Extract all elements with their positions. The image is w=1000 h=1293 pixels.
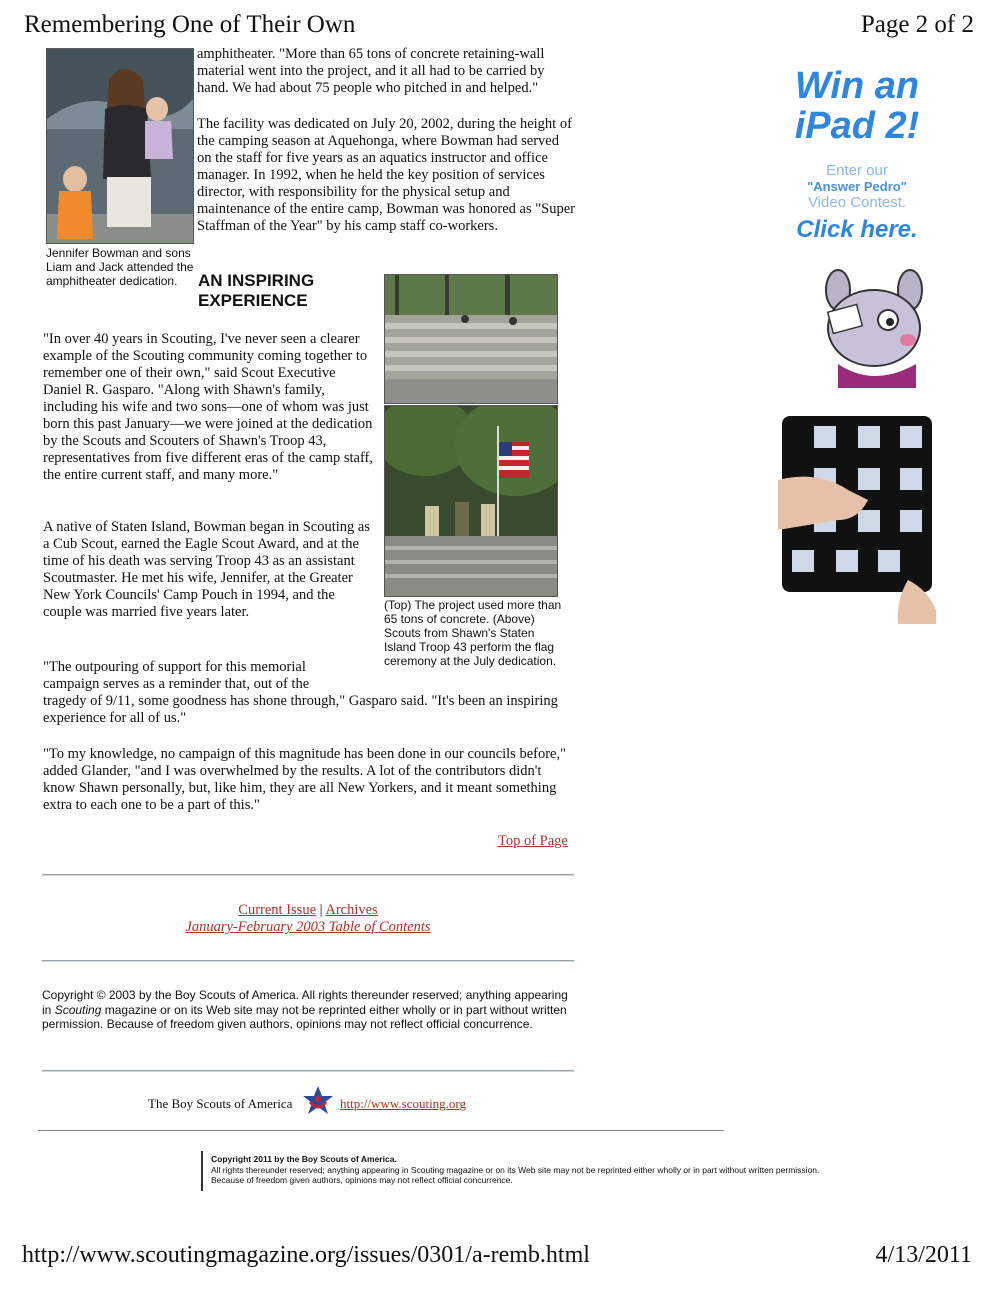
divider xyxy=(42,874,574,876)
ad-headline-2: iPad 2! xyxy=(794,105,920,147)
article-paragraph: amphitheater. "More than 65 tons of concrete retaining-wall material went into the project, and it all had to be carried by hand. We had about 75 people who pitched in and helped." xyxy=(197,46,545,96)
article-paragraph: "In over 40 years in Scouting, I've never seen a clearer example of the Scouting community coming together to remember one of their own," said Scout Executive Daniel R. Gasparo. "Along with Shawn's family, including his wife and two sons—one of whom was just born this past January—we were joined at the dedication by the Scouts and Scouters of Shawn's Troop 43, representatives from five different eras of the camp staff, the entire current staff, and many more." xyxy=(43,331,374,483)
current-issue-link[interactable]: Current Issue xyxy=(238,902,316,918)
article-paragraph: "To my knowledge, no campaign of this magnitude has been done in our councils before," added Glander, "and I was overwhelmed by the results. A lot of the contributors didn't know Shawn personally, but, like him, they are all New Yorkers, and it meant something extra to each one to be a part of this." xyxy=(43,746,567,813)
copyright-2003: Copyright © 2003 by the Boy Scouts of America. All rights thereunder reserved; anything appearing in Scouting magazine or on its Web site may not be reprinted either wholly or in part without written permission. Because of freedom given authors, opinions may not reflect official concurrence. xyxy=(42,988,568,1031)
print-date: 4/13/2011 xyxy=(875,1242,972,1268)
page-url: http://www.scoutingmagazine.org/issues/0301/a-remb.html xyxy=(22,1242,590,1268)
photos-caption: (Top) The project used more than 65 tons of concrete. (Above) Scouts from Shawn's Staten Island Troop 43 perform the flag ceremony at the July dedication. xyxy=(384,598,562,668)
ipad-device-icon xyxy=(778,410,936,624)
bsa-website-link[interactable]: http://www.scouting.org xyxy=(340,1096,467,1111)
bsa-label: The Boy Scouts of America xyxy=(148,1096,293,1111)
archives-link[interactable]: Archives xyxy=(325,902,378,918)
top-of-page-link[interactable]: Top of Page xyxy=(498,833,568,849)
ad-subtext-2: Video Contest. xyxy=(807,194,907,211)
copyright-2011-bar xyxy=(201,1151,203,1191)
copyright-2011: Copyright 2011 by the Boy Scouts of America. All rights thereunder reserved; anything appearing in Scouting magazine or on its Web site may not be reprinted either wholly or in part without written permission. Because of freedom given authors, opinions may not reflect official concurrence. xyxy=(211,1154,820,1185)
nav-separator: | xyxy=(319,902,323,918)
article-paragraph: tragedy of 9/11, some goodness has shone through," Gasparo said. "It's been an inspiring experience for all of us." xyxy=(43,693,558,726)
ad-click-here[interactable]: Click here. xyxy=(796,216,918,243)
ad-subtext: Enter our xyxy=(826,162,888,179)
section-heading: AN INSPIRING EXPERIENCE xyxy=(198,271,315,310)
issue-nav xyxy=(42,902,574,919)
pedro-mascot-icon xyxy=(808,268,936,388)
ad-headline: Win an xyxy=(794,65,920,107)
ad-contest-name: "Answer Pedro" xyxy=(807,179,907,194)
bsa-logo-icon xyxy=(300,1084,336,1120)
table-of-contents-link[interactable]: January-February 2003 Table of Contents xyxy=(185,919,431,935)
family-photo-caption: Jennifer Bowman and sons Liam and Jack attended the amphitheater dedication. xyxy=(46,246,194,288)
divider xyxy=(38,1130,724,1131)
article-paragraph: A native of Staten Island, Bowman began in Scouting as a Cub Scout, earned the Eagle Scout Award, and at the time of his death was serving Troop 43 as an assistant Scoutmaster. He met his wife, Jennifer, at the Greater New York Councils' Camp Pouch in 1994, and the couple was married five years later. xyxy=(43,519,371,620)
family-photo xyxy=(46,48,194,244)
article-paragraph: The facility was dedicated on July 20, 2002, during the height of the camping season at Aquehonga, where Bowman had served on the staff for five years as an aquatics instructor and office manager. In 1992, when he held the key position of services director, with responsibility for the physical setup and maintenance of the entire camp, Bowman was honored as "Super Staffman of the Year" by his camp staff co-workers. xyxy=(197,116,575,234)
divider xyxy=(42,1070,574,1072)
page-number: Page 2 of 2 xyxy=(860,11,974,38)
article-paragraph: "The outpouring of support for this memorial campaign serves as a reminder that, out of the xyxy=(43,659,310,692)
construction-photo xyxy=(384,274,558,404)
ipad-contest-ad[interactable] xyxy=(778,58,936,624)
divider xyxy=(42,960,574,962)
flag-ceremony-photo xyxy=(384,405,558,597)
page-title: Remembering One of Their Own xyxy=(24,11,356,38)
